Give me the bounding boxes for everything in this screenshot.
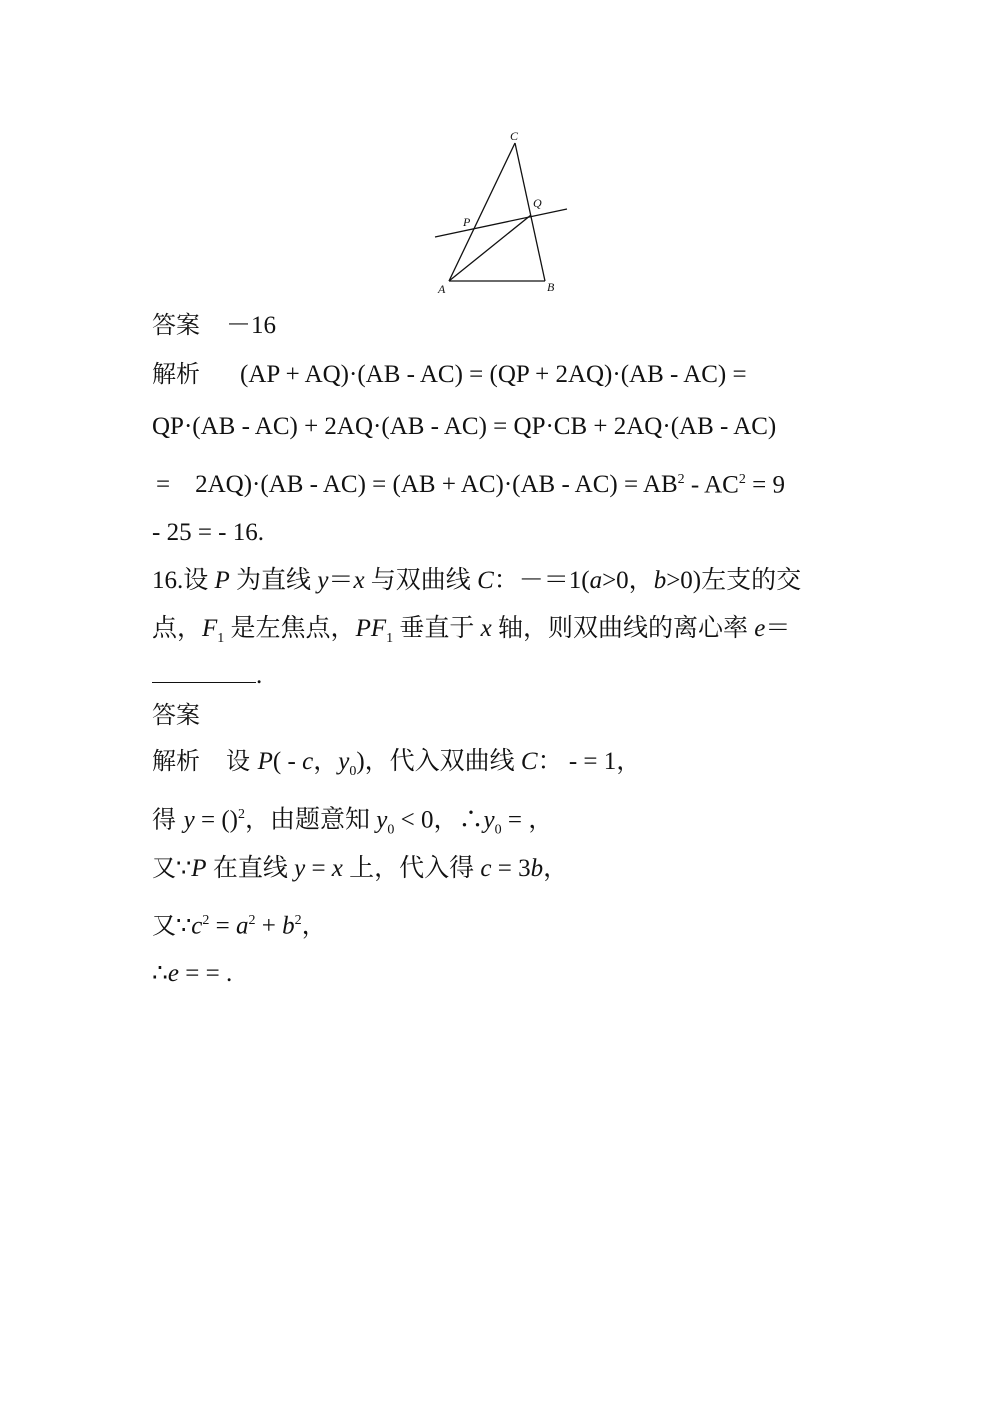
answer-16 — [152, 700, 200, 731]
point-label-b: B — [547, 280, 555, 294]
answer-label: 答案 — [152, 311, 200, 339]
solution-16-line-5: ∴e = = . — [152, 960, 233, 987]
question-16-line-3: . — [152, 660, 262, 691]
question-16-line-2: 点，$F_1$ 是左焦点，$PF_1$ 垂直于 x 轴，则双曲线的离心率 e＝ — [152, 615, 791, 646]
solution-16-line-4: 又$\because c^2 = a^2 + b^2$， — [152, 911, 327, 940]
solution-label: 解析 — [152, 747, 200, 775]
solution-15-line-3: = $2AQ)\cdot(AB - AC) = (AB + AC)\cdot(AB - AC) = AB^2 - AC^2 = 9$ — [156, 471, 785, 499]
point-label-q: Q — [533, 196, 542, 210]
solution-16-line-3: 又∵P 在直线 y = x 上，代入得 c = 3b， — [152, 854, 569, 882]
point-label-c: C — [510, 129, 519, 143]
triangle-figure — [425, 125, 575, 300]
point-label-a: A — [438, 282, 446, 296]
solution-16-line-1: 解析 设 P( - c，$y_0$)，代入双曲线 C： - = 1， — [152, 747, 642, 779]
side-ac — [449, 143, 515, 281]
solution-15-line-4: - 25 = - 16. — [152, 519, 264, 546]
solution-15-line-1: 解析 (AP + AQ)·(AB - AC) = (QP + 2AQ)·(AB - AC) = — [152, 360, 747, 388]
line-pq — [435, 209, 567, 237]
answer-blank — [152, 660, 256, 683]
answer-15 — [152, 310, 276, 341]
answer-value: －16 — [226, 312, 277, 339]
solution-16-line-2: 得 y = ()$^2$，由题意知 $y_0 < 0$，$\therefore y_0$ = ， — [152, 805, 554, 838]
side-cb — [515, 143, 545, 281]
point-label-p: P — [463, 215, 471, 229]
solution-label: 解析 — [152, 360, 200, 388]
solution-15-line-2: QP·(AB - AC) + 2AQ·(AB - AC) = QP·CB + 2AQ·(AB - AC) — [152, 413, 777, 440]
question-16-line-1: 16.设 P 为直线 y＝x 与双曲线 C：－＝1(a>0，b>0)左支的交 — [152, 567, 802, 594]
answer-label: 答案 — [152, 701, 200, 729]
